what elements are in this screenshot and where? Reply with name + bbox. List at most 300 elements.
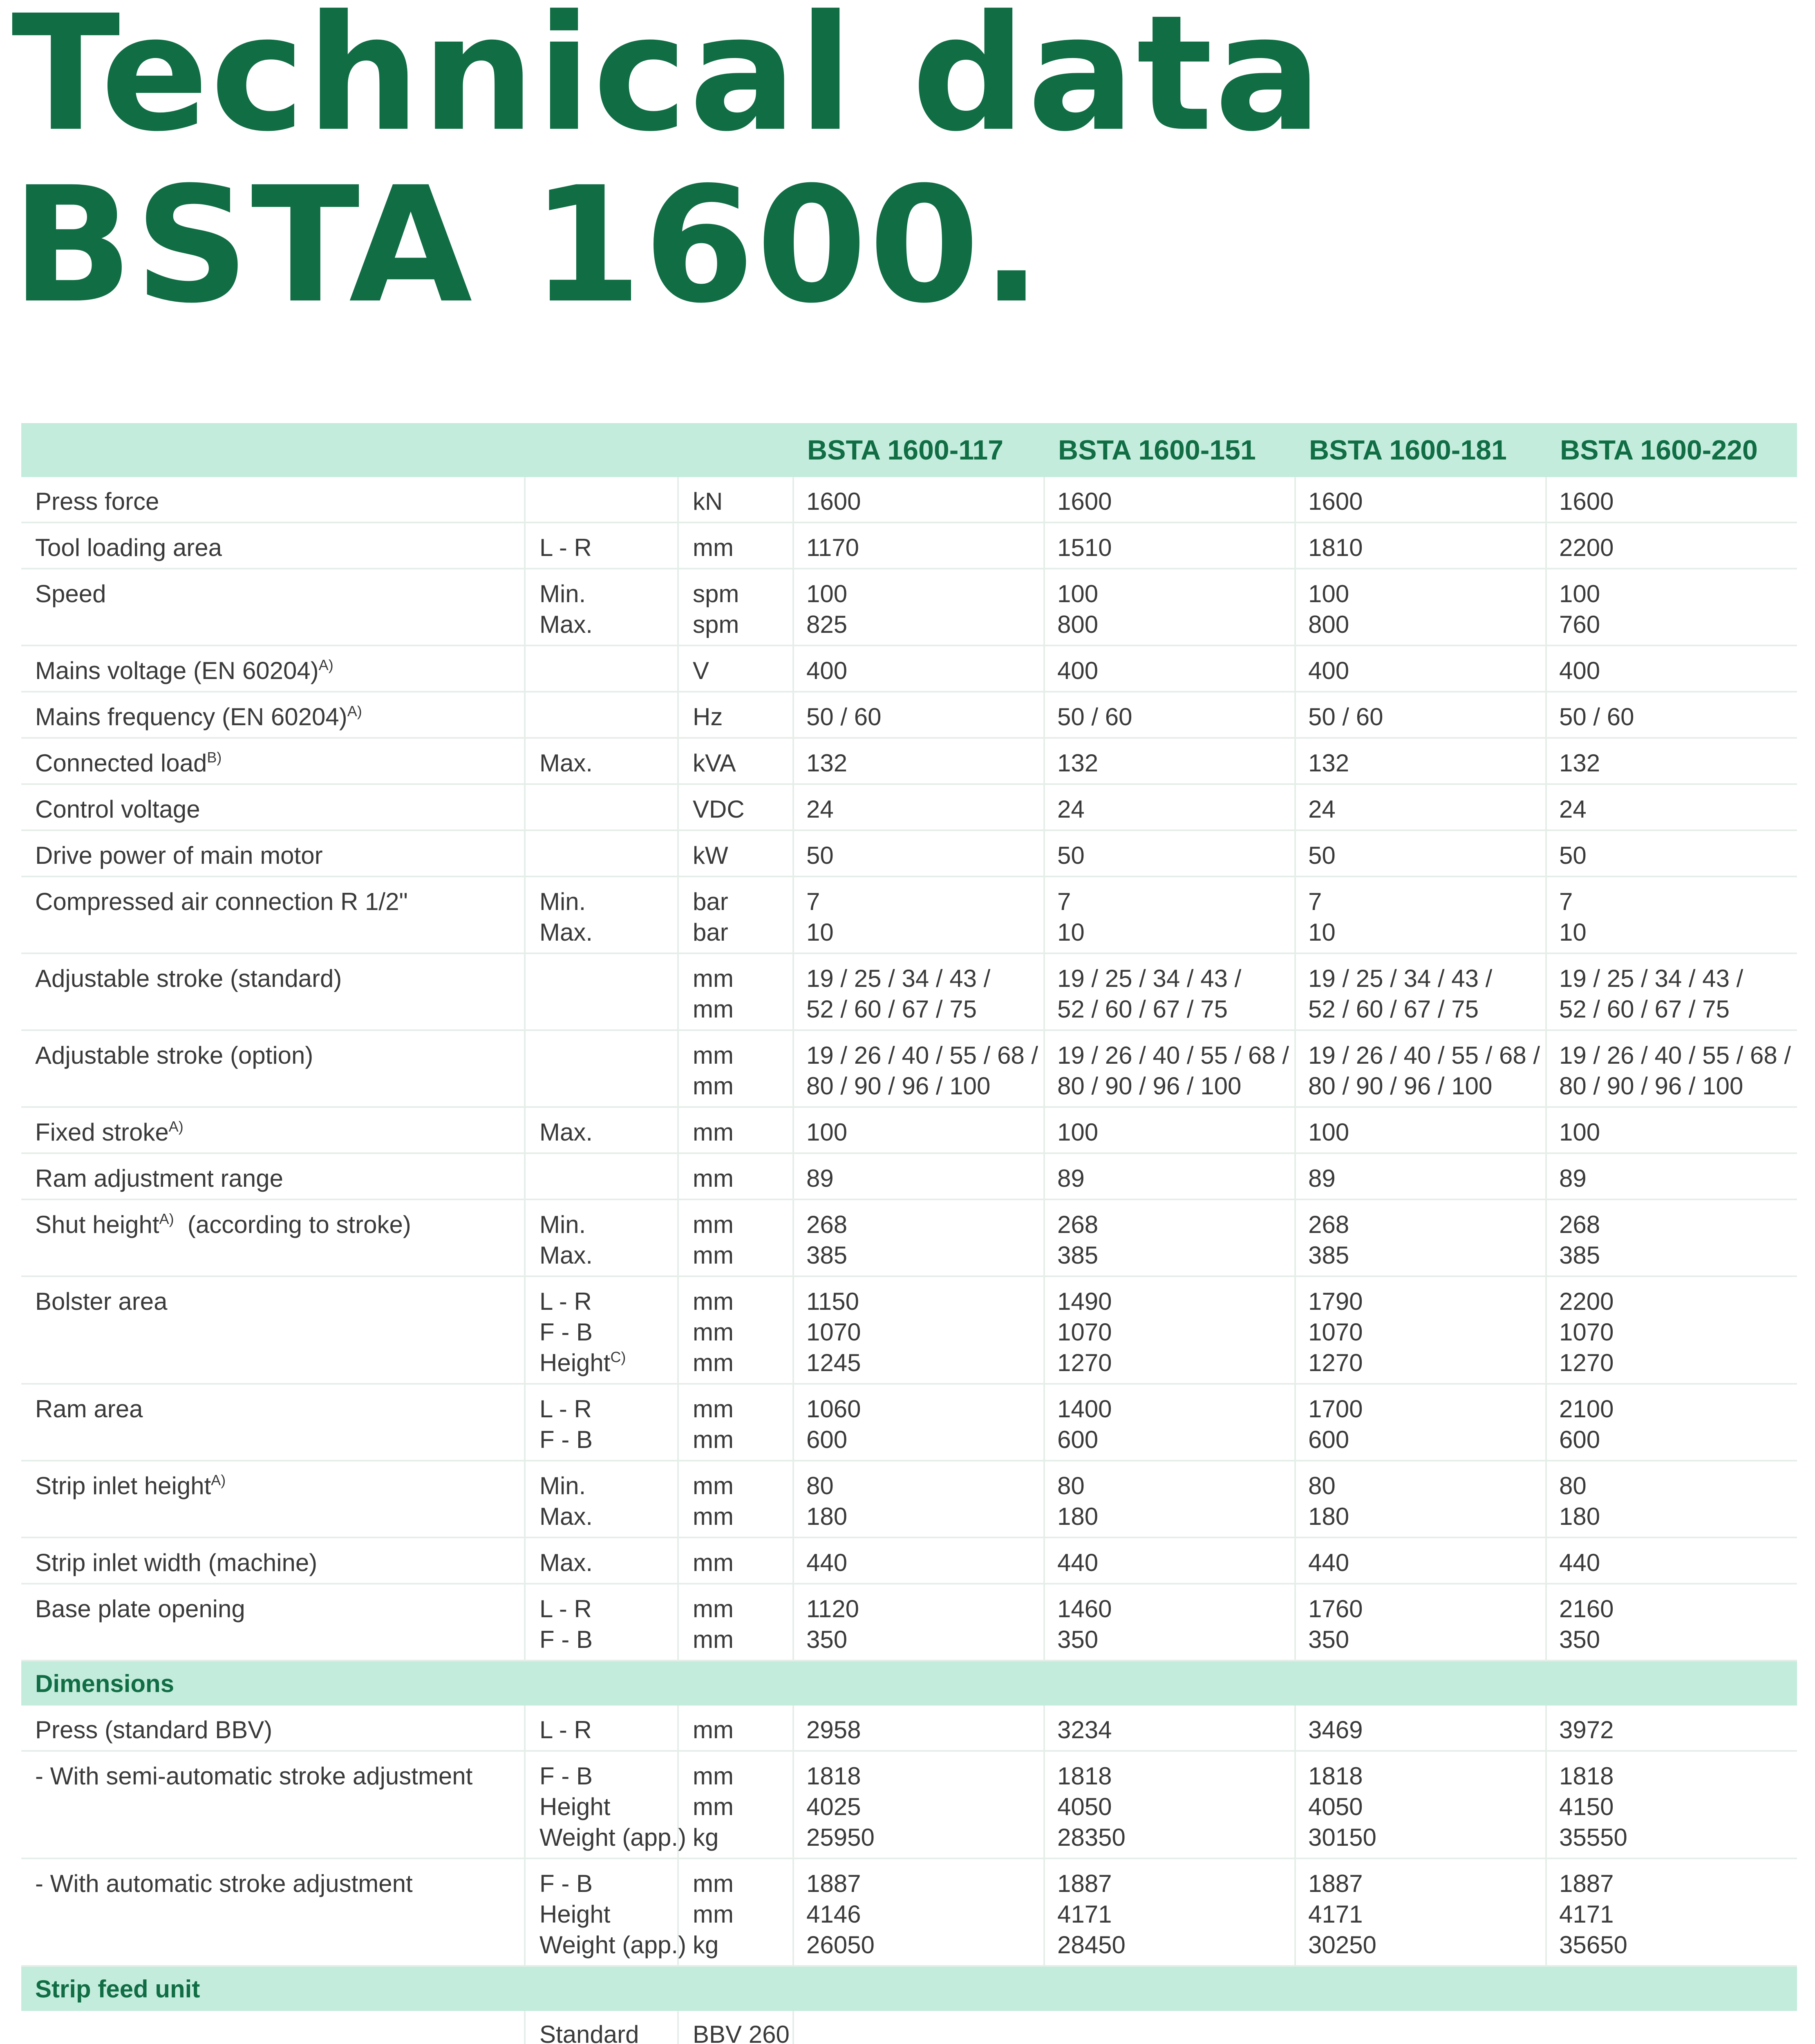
value: 19 / 25 / 34 / 43 / — [806, 965, 991, 992]
value: 400 — [806, 657, 848, 684]
value-cell — [1044, 1537, 1295, 1584]
qualifier: Weight (app.) — [539, 1931, 687, 1959]
value: 1887 — [1308, 1870, 1363, 1897]
value: 100 — [1559, 1118, 1600, 1146]
unit: mm — [693, 1211, 734, 1238]
table-row — [21, 1751, 1797, 1858]
unit: mm — [693, 1716, 734, 1744]
value: 1270 — [1559, 1349, 1614, 1376]
value-cell — [1044, 1751, 1295, 1858]
table-row — [21, 1107, 1797, 1153]
value: 4146 — [806, 1901, 861, 1928]
value: 2958 — [806, 1716, 861, 1744]
qualifier-cell — [525, 1199, 678, 1276]
table-row — [21, 692, 1797, 738]
value: 24 — [1308, 796, 1336, 823]
value: 268 — [806, 1211, 848, 1238]
unit: kg — [693, 1824, 719, 1851]
table-row — [21, 953, 1797, 1030]
unit: mm — [693, 1426, 734, 1453]
table-row — [21, 1706, 1797, 1751]
value: 89 — [1559, 1165, 1587, 1192]
value: 4050 — [1308, 1793, 1363, 1820]
value-cell — [1044, 830, 1295, 876]
value-cell — [1295, 645, 1546, 692]
qualifier: L - R — [539, 534, 592, 561]
value-cell — [793, 645, 1044, 692]
value: 1887 — [1057, 1870, 1112, 1897]
value: 7 — [806, 888, 820, 915]
value-cell — [1295, 692, 1546, 738]
parameter-label: Connected load — [35, 749, 207, 777]
parameter-name — [21, 1276, 525, 1384]
value: 440 — [806, 1549, 848, 1576]
parameter-name — [21, 645, 525, 692]
value-cell — [1546, 1461, 1797, 1537]
value: 100 — [806, 1118, 848, 1146]
unit: mm — [693, 995, 734, 1023]
value: 50 / 60 — [1057, 703, 1132, 731]
value-cell — [1044, 1107, 1295, 1153]
value: 3972 — [1559, 1716, 1614, 1744]
unit-cell — [678, 876, 793, 953]
value-cell — [1044, 1199, 1295, 1276]
table-row — [21, 477, 1797, 522]
value-cell — [1295, 738, 1546, 784]
value-cell — [793, 1584, 1044, 1661]
qualifier: F - B — [539, 1318, 593, 1346]
value: 35550 — [1559, 1824, 1627, 1851]
parameter-label: Press force — [35, 488, 159, 515]
value: 10 — [1559, 919, 1587, 946]
value: 89 — [1308, 1165, 1336, 1192]
value: 1818 — [1308, 1762, 1363, 1790]
parameter-name — [21, 1461, 525, 1537]
value-cell — [1295, 830, 1546, 876]
dimensions-section — [21, 1661, 1797, 1706]
value: 1510 — [1057, 534, 1112, 561]
table-row — [21, 784, 1797, 830]
parameter-name — [21, 522, 525, 569]
value: 180 — [1559, 1503, 1600, 1530]
qualifier: Min. — [539, 1211, 586, 1238]
value-cell — [1044, 1584, 1295, 1661]
footnote-marker: A) — [159, 1210, 174, 1227]
qualifier-cell — [525, 569, 678, 645]
value: 50 / 60 — [806, 703, 882, 731]
parameter-name — [21, 569, 525, 645]
value: 600 — [1559, 1426, 1600, 1453]
qualifier: F - B — [539, 1870, 593, 1897]
unit: VDC — [693, 796, 745, 823]
table-row — [21, 876, 1797, 953]
qualifier: Height — [539, 1901, 611, 1928]
title-line-2: BSTA 1600. — [11, 152, 1044, 338]
value: 19 / 26 / 40 / 55 / 68 / — [1057, 1042, 1289, 1069]
value: 132 — [1308, 749, 1350, 777]
table-row — [21, 1858, 1797, 1966]
value: 1600 — [1559, 488, 1614, 515]
value: 1150 — [806, 1288, 859, 1315]
value-cell — [793, 1276, 1044, 1384]
value: 80 — [1308, 1472, 1336, 1499]
unit: mm — [693, 1072, 734, 1100]
value: 24 — [806, 796, 834, 823]
parameter-name — [21, 1584, 525, 1661]
qualifier-cell — [525, 1537, 678, 1584]
unit: mm — [693, 534, 734, 561]
value-cell — [793, 1706, 1044, 1751]
unit: kVA — [693, 749, 736, 777]
unit-cell — [678, 1199, 793, 1276]
unit: mm — [693, 1318, 734, 1346]
qualifier: Height — [539, 1793, 611, 1820]
parameter-label: - With semi-automatic stroke adjustment — [35, 1762, 473, 1790]
value: 25950 — [806, 1824, 875, 1851]
parameter-name — [21, 1199, 525, 1276]
unit-cell — [678, 953, 793, 1030]
value: 7 — [1559, 888, 1573, 915]
footnote-marker: B) — [207, 749, 222, 766]
value: 1887 — [1559, 1870, 1614, 1897]
value-cell — [1546, 1107, 1797, 1153]
parameter-label: Drive power of main motor — [35, 842, 323, 869]
value: 80 — [1559, 1472, 1587, 1499]
value: 268 — [1308, 1211, 1350, 1238]
unit: mm — [693, 1549, 734, 1576]
value: 30150 — [1308, 1824, 1376, 1851]
parameter-label: Strip inlet width (machine) — [35, 1549, 318, 1576]
value-cell — [1295, 1751, 1546, 1858]
value: 440 — [1308, 1549, 1350, 1576]
value: 50 / 60 — [1559, 703, 1634, 731]
value: 600 — [1308, 1426, 1350, 1453]
value-cell — [1044, 784, 1295, 830]
value: 50 / 60 — [1308, 703, 1383, 731]
value: 52 / 60 / 67 / 75 — [806, 995, 977, 1023]
value: 1818 — [1057, 1762, 1112, 1790]
parameter-name — [21, 1384, 525, 1461]
value-cell — [1546, 876, 1797, 953]
parameter-label: Adjustable stroke (option) — [35, 1042, 313, 1069]
qualifier: L - R — [539, 1288, 592, 1315]
parameter-label: Fixed stroke — [35, 1118, 169, 1146]
value: 825 — [806, 611, 848, 638]
value: 1270 — [1308, 1349, 1363, 1376]
value-cell — [1295, 1584, 1546, 1661]
value: 1060 — [806, 1395, 861, 1423]
qualifier: Min. — [539, 580, 586, 607]
value: 4150 — [1559, 1793, 1614, 1820]
value-cell — [1295, 1384, 1546, 1461]
strip-feed-section — [21, 1966, 1797, 2011]
qualifier-cell — [525, 1706, 678, 1751]
value: 385 — [806, 1242, 848, 1269]
value: 180 — [1057, 1503, 1099, 1530]
value-cell — [1044, 953, 1295, 1030]
model-header: BSTA 1600-151 — [1044, 423, 1295, 477]
value: 80 — [806, 1472, 834, 1499]
value-cell — [1546, 1858, 1797, 1966]
unit: mm — [693, 1901, 734, 1928]
value: 80 — [1057, 1472, 1085, 1499]
qualifier-cell — [525, 1153, 678, 1199]
value-cell — [1295, 522, 1546, 569]
value: 600 — [1057, 1426, 1099, 1453]
parameter-label: Shut height — [35, 1211, 159, 1238]
value: 24 — [1559, 796, 1587, 823]
unit: V — [693, 657, 709, 684]
value-cell — [793, 569, 1044, 645]
parameter-name — [21, 692, 525, 738]
empty-cell — [793, 2011, 1797, 2044]
value: 50 — [806, 842, 834, 869]
qualifier-cell — [525, 1276, 678, 1384]
unit-cell — [678, 477, 793, 522]
unit: kW — [693, 842, 728, 869]
unit-cell — [678, 1384, 793, 1461]
value: 19 / 26 / 40 / 55 / 68 / — [806, 1042, 1038, 1069]
value-cell — [1295, 1107, 1546, 1153]
model-header: BSTA 1600-220 — [1546, 423, 1797, 477]
value-cell — [1295, 1858, 1546, 1966]
value-cell — [1546, 1584, 1797, 1661]
value: 132 — [806, 749, 848, 777]
value: 1070 — [1057, 1318, 1112, 1346]
value: 400 — [1559, 657, 1600, 684]
value: 50 — [1308, 842, 1336, 869]
parameter-name — [21, 738, 525, 784]
qualifier-cell — [525, 522, 678, 569]
value: 50 — [1057, 842, 1085, 869]
value: 440 — [1057, 1549, 1099, 1576]
value: 350 — [1308, 1626, 1350, 1653]
value: 1490 — [1057, 1288, 1112, 1315]
table-row — [21, 1153, 1797, 1199]
model-header: BSTA 1600-181 — [1295, 423, 1546, 477]
value-cell — [1546, 1537, 1797, 1584]
value: 350 — [1057, 1626, 1099, 1653]
value: 19 / 25 / 34 / 43 / — [1308, 965, 1493, 992]
parameter-name — [21, 1537, 525, 1584]
value-cell — [793, 1199, 1044, 1276]
header-empty-cell — [525, 423, 678, 477]
value-cell — [1044, 738, 1295, 784]
unit: mm — [693, 1288, 734, 1315]
title-line-1: Technical data — [11, 0, 1324, 166]
value-cell — [1546, 953, 1797, 1030]
unit-cell — [678, 1107, 793, 1153]
value: 10 — [1057, 919, 1085, 946]
parameter-name — [21, 1107, 525, 1153]
value-cell — [1295, 1461, 1546, 1537]
value: 400 — [1308, 657, 1350, 684]
value-cell — [793, 953, 1044, 1030]
unit-cell — [678, 1858, 793, 1966]
qualifier-cell — [525, 1384, 678, 1461]
value-cell — [793, 692, 1044, 738]
unit: mm — [693, 1595, 734, 1623]
footnote-marker: C) — [610, 1349, 626, 1365]
value-cell — [793, 1030, 1044, 1107]
value: 385 — [1308, 1242, 1350, 1269]
value: 100 — [1308, 1118, 1350, 1146]
value: 10 — [806, 919, 834, 946]
value: 2160 — [1559, 1595, 1614, 1623]
qualifier-cell — [525, 738, 678, 784]
value: 100 — [1057, 580, 1099, 607]
technical-data-table — [21, 423, 1797, 2044]
table-row — [21, 645, 1797, 692]
value: 268 — [1559, 1211, 1600, 1238]
value: 440 — [1559, 1549, 1600, 1576]
value: 1170 — [806, 534, 859, 561]
unit-cell — [678, 1584, 793, 1661]
unit-cell — [678, 522, 793, 569]
value: 100 — [1308, 580, 1350, 607]
value: 1460 — [1057, 1595, 1112, 1623]
table-row — [21, 1537, 1797, 1584]
parameter-label: Ram area — [35, 1395, 143, 1423]
value-cell — [1044, 692, 1295, 738]
value-cell — [1295, 1030, 1546, 1107]
value: 600 — [806, 1426, 848, 1453]
value: 28450 — [1057, 1931, 1126, 1959]
value: 80 / 90 / 96 / 100 — [1057, 1072, 1242, 1100]
table-row — [21, 1584, 1797, 1661]
value-cell — [1044, 1030, 1295, 1107]
unit: spm — [693, 580, 739, 607]
value: 4050 — [1057, 1793, 1112, 1820]
unit: mm — [693, 1118, 734, 1146]
parameter-name — [21, 1030, 525, 1107]
value: 52 / 60 / 67 / 75 — [1057, 995, 1228, 1023]
header-empty-cell — [678, 423, 793, 477]
parameter-name — [21, 1706, 525, 1751]
qualifier-cell — [525, 645, 678, 692]
value-cell — [1295, 784, 1546, 830]
value-cell — [793, 1384, 1044, 1461]
table-row — [21, 1384, 1797, 1461]
value: 100 — [806, 580, 848, 607]
value: 268 — [1057, 1211, 1099, 1238]
value-cell — [1546, 692, 1797, 738]
parameter-label: Compressed air connection R 1/2" — [35, 888, 408, 915]
value: 2200 — [1559, 1288, 1614, 1315]
unit: mm — [693, 1165, 734, 1192]
qualifier: Max. — [539, 1503, 593, 1530]
qualifier-cell — [525, 876, 678, 953]
parameter-name — [21, 1858, 525, 1966]
unit: mm — [693, 1395, 734, 1423]
qualifier: L - R — [539, 1595, 592, 1623]
value-cell — [793, 1858, 1044, 1966]
value: 1120 — [806, 1595, 859, 1623]
qualifier: Max. — [539, 1118, 593, 1146]
qualifier-cell — [525, 1107, 678, 1153]
strip-feed-row — [21, 2011, 1797, 2044]
value: 1600 — [806, 488, 861, 515]
table-row — [21, 1461, 1797, 1537]
value-cell — [1295, 953, 1546, 1030]
unit: mm — [693, 1793, 734, 1820]
value-cell — [1295, 1706, 1546, 1751]
value: 1818 — [1559, 1762, 1614, 1790]
parameter-label: Base plate opening — [35, 1595, 245, 1623]
value: 35650 — [1559, 1931, 1627, 1959]
value: 19 / 25 / 34 / 43 / — [1057, 965, 1242, 992]
unit-cell — [678, 1537, 793, 1584]
value: 80 / 90 / 96 / 100 — [1308, 1072, 1493, 1100]
value-cell — [1546, 1030, 1797, 1107]
unit-cell — [678, 1276, 793, 1384]
parameter-label: Mains voltage (EN 60204) — [35, 657, 319, 684]
value: 1070 — [1308, 1318, 1363, 1346]
qualifier-cell — [525, 830, 678, 876]
qualifier: Standard — [539, 2021, 639, 2044]
value: 28350 — [1057, 1824, 1126, 1851]
qualifier-cell — [525, 1461, 678, 1537]
value: 1400 — [1057, 1395, 1112, 1423]
value-cell — [1044, 1461, 1295, 1537]
value: 1070 — [806, 1318, 861, 1346]
value: 1070 — [1559, 1318, 1614, 1346]
value-cell — [1546, 645, 1797, 692]
value-cell — [1044, 477, 1295, 522]
value: 180 — [806, 1503, 848, 1530]
value: 1810 — [1308, 534, 1363, 561]
value-cell — [1546, 1384, 1797, 1461]
unit: mm — [693, 1870, 734, 1897]
value: 2200 — [1559, 534, 1614, 561]
qualifier-cell — [525, 692, 678, 738]
qualifier: L - R — [539, 1395, 592, 1423]
unit: kN — [693, 488, 723, 515]
table-row — [21, 569, 1797, 645]
value-cell — [793, 830, 1044, 876]
value-cell — [793, 738, 1044, 784]
parameter-label: Press (standard BBV) — [35, 1716, 273, 1744]
qualifier: Max. — [539, 1242, 593, 1269]
value: 760 — [1559, 611, 1600, 638]
footnote-marker: A) — [347, 703, 362, 719]
value-cell — [1295, 1199, 1546, 1276]
value-cell — [1546, 522, 1797, 569]
qualifier: Max. — [539, 919, 593, 946]
value: 10 — [1308, 919, 1336, 946]
unit: mm — [693, 1503, 734, 1530]
value: 52 / 60 / 67 / 75 — [1308, 995, 1479, 1023]
parameter-name — [21, 1153, 525, 1199]
value-cell — [1044, 522, 1295, 569]
table-row — [21, 1030, 1797, 1107]
value-cell — [1546, 569, 1797, 645]
qualifier-cell — [525, 477, 678, 522]
header-empty-cell — [21, 423, 525, 477]
section-heading: Strip feed unit — [21, 1966, 1797, 2011]
unit-cell — [678, 692, 793, 738]
value-cell — [1295, 1276, 1546, 1384]
value: 4025 — [806, 1793, 861, 1820]
qualifier-cell — [525, 1858, 687, 1966]
parameter-name — [21, 830, 525, 876]
value-cell — [1295, 876, 1546, 953]
value: 4171 — [1057, 1901, 1112, 1928]
value-cell — [793, 1537, 1044, 1584]
qualifier-cell — [525, 2011, 678, 2044]
qualifier: F - B — [539, 1626, 593, 1653]
parameter-label: Speed — [35, 580, 106, 607]
